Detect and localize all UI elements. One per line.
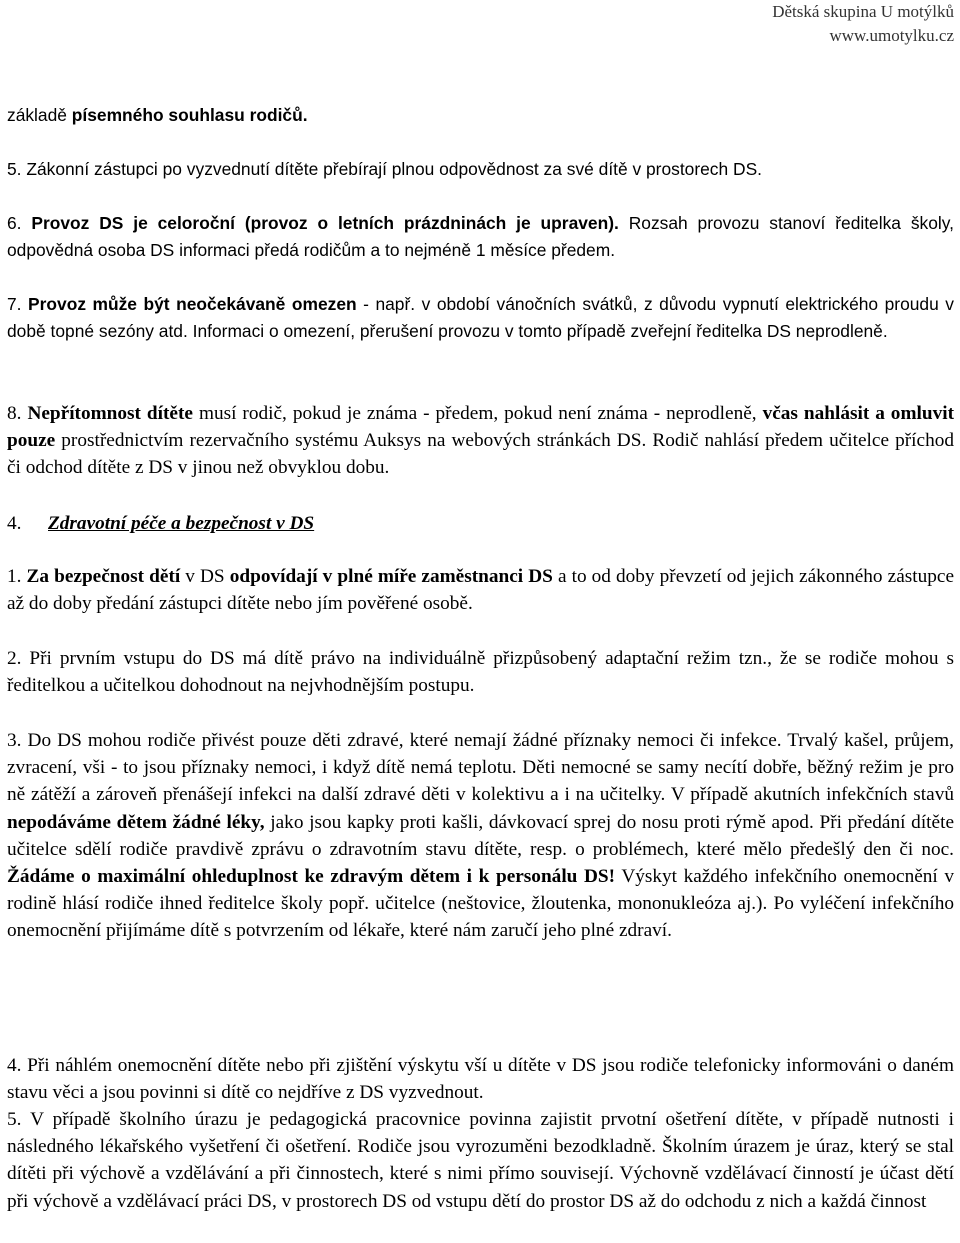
- bold-text: písemného souhlasu rodičů.: [71, 105, 308, 125]
- bold-text: Provoz může být neočekávaně omezen: [28, 294, 357, 314]
- website-text: www.umotylku.cz: [829, 26, 954, 45]
- text-run: 4. Při náhlém onemocnění dítěte nebo při zjištění výskytu vší u dítěte v DS jsou rodiče telefonicky informováni o daném stavu věci a jsou povinni si dítě co nejdříve z DS vyzvednout.: [7, 1055, 954, 1104]
- paragraph-7: [7, 291, 954, 345]
- text-run: 2. Při prvním vstupu do DS má dítě právo na individuálně přizpůsobený adaptační režim tzn., že se rodiče mohou s ředitelkou a učitelkou dohodnout na nejvhodnějším postupu.: [7, 648, 954, 697]
- page-header: [772, 0, 954, 48]
- text-run: 3. Do DS mohou rodiče přivést pouze děti zdravé, které nemají žádné příznaky nemoci či infekce. Trvalý kašel, průjem, zvracení, vši - to jsou příznaky nemoci, i když dítě nemá teplotu. Děti nemocné se samy necítí dobře, běžný režim je pro ně zátěží a zároveň přenášejí infekci na další zdravé děti v kolektivu a i na učitelky. V případě akutních infekčních stavů: [7, 730, 954, 806]
- text-run: základě: [7, 105, 72, 125]
- text-run: 1.: [7, 566, 27, 587]
- text-run: 8.: [7, 403, 28, 424]
- bold-text: nepodáváme dětem žádné léky,: [7, 811, 265, 833]
- section-number: 4.: [7, 513, 22, 534]
- text-run: prostřednictvím rezervačního systému Auksys na webových stránkách DS. Rodič nahlásí předem učitelce příchod či odchod dítěte z DS v jinou než obvyklou dobu.: [7, 430, 954, 479]
- paragraph-consent: [7, 102, 954, 129]
- text-run: jako jsou kapky proti kašli, dávkovací sprej do nosu proti rýmě apod. Při předání dítěte učitelce sdělí rodiče pravdivě zprávu o zdravotním stavu dítěte, resp. o problémech, které mělo předešlý den či noc.: [7, 811, 954, 860]
- paragraph-8: [7, 400, 954, 482]
- text-run: musí rodič, pokud je známa - předem, pokud není známa - neprodleně,: [192, 403, 763, 424]
- bold-text: Provoz DS je celoroční (provoz o letních prázdninách je upraven).: [31, 213, 619, 233]
- text-run: 6.: [7, 213, 32, 233]
- text-run: Rozsah provozu stanoví ředitelka školy, odpovědná osoba DS informaci předá rodičům a to nejméně 1 měsíce předem.: [7, 213, 954, 261]
- item-5: [7, 1106, 954, 1215]
- text-run: 5. V případě školního úrazu je pedagogická pracovnice povinna zajistit prvotní ošetření dítěte, v případě nutnosti i následného lékařského vyšetření či ošetření. Rodiče jsou vyrozuměni bezodkladně. Školním úrazem je úraz, který se stal dítěti při výchově a vzdělávání a při činnostech, které s nimi přímo souvisejí. Výchovně vzdělávací činností je účast dětí při výchově a vzdělávací práci DS, v prostorech DS od vstupu dětí do prostor DS až do odchodu z nich a každá činnost: [7, 1109, 954, 1212]
- section-heading: [7, 510, 314, 537]
- bold-text: Nepřítomnost dítěte: [27, 403, 193, 424]
- org-name: Dětská skupina U motýlků: [772, 2, 954, 21]
- text-run: a to od doby převzetí od jejich zákonného zástupce až do doby předání zástupci dítěte nebo jím pověřené osobě.: [7, 566, 955, 615]
- item-1: [7, 563, 954, 617]
- bold-text: Žádáme o maximální ohleduplnost ke zdravým dětem i k personálu DS!: [7, 866, 616, 888]
- item-3: [7, 727, 954, 945]
- item-2: [7, 645, 954, 699]
- bold-text: včas nahlásit a omluvit pouze: [7, 403, 955, 452]
- text-run: Výskyt každého infekčního onemocnění v rodině hlásí rodiče ihned ředitelce školy popř. učitelce (neštovice, žloutenka, mononukleóza aj.). Po vyléčení infekčního onemocnění přijímáme dítě s potvrzením od lékaře, které nám zaručí jeho plné zdraví.: [7, 866, 955, 942]
- bold-text: odpovídají v plné míře zaměstnanci DS: [229, 566, 553, 587]
- paragraph-5: [7, 156, 954, 183]
- section-title: Zdravotní péče a bezpečnost v DS: [48, 513, 315, 534]
- text-run: 7.: [7, 294, 29, 314]
- text-run: - např. v období vánočních svátků, z důvodu vypnutí elektrického proudu v době topné sezóny atd. Informaci o omezení, přerušení provozu v tomto případě zveřejní ředitelka DS neprodleně.: [7, 294, 954, 342]
- bold-text: Za bezpečnost dětí: [26, 566, 181, 587]
- text-run: v DS: [180, 566, 230, 587]
- item-4: [7, 1052, 954, 1106]
- paragraph-6: [7, 210, 954, 264]
- text-run: 5. Zákonní zástupci po vyzvednutí dítěte přebírají plnou odpovědnost za své dítě v prostorech DS.: [7, 159, 762, 179]
